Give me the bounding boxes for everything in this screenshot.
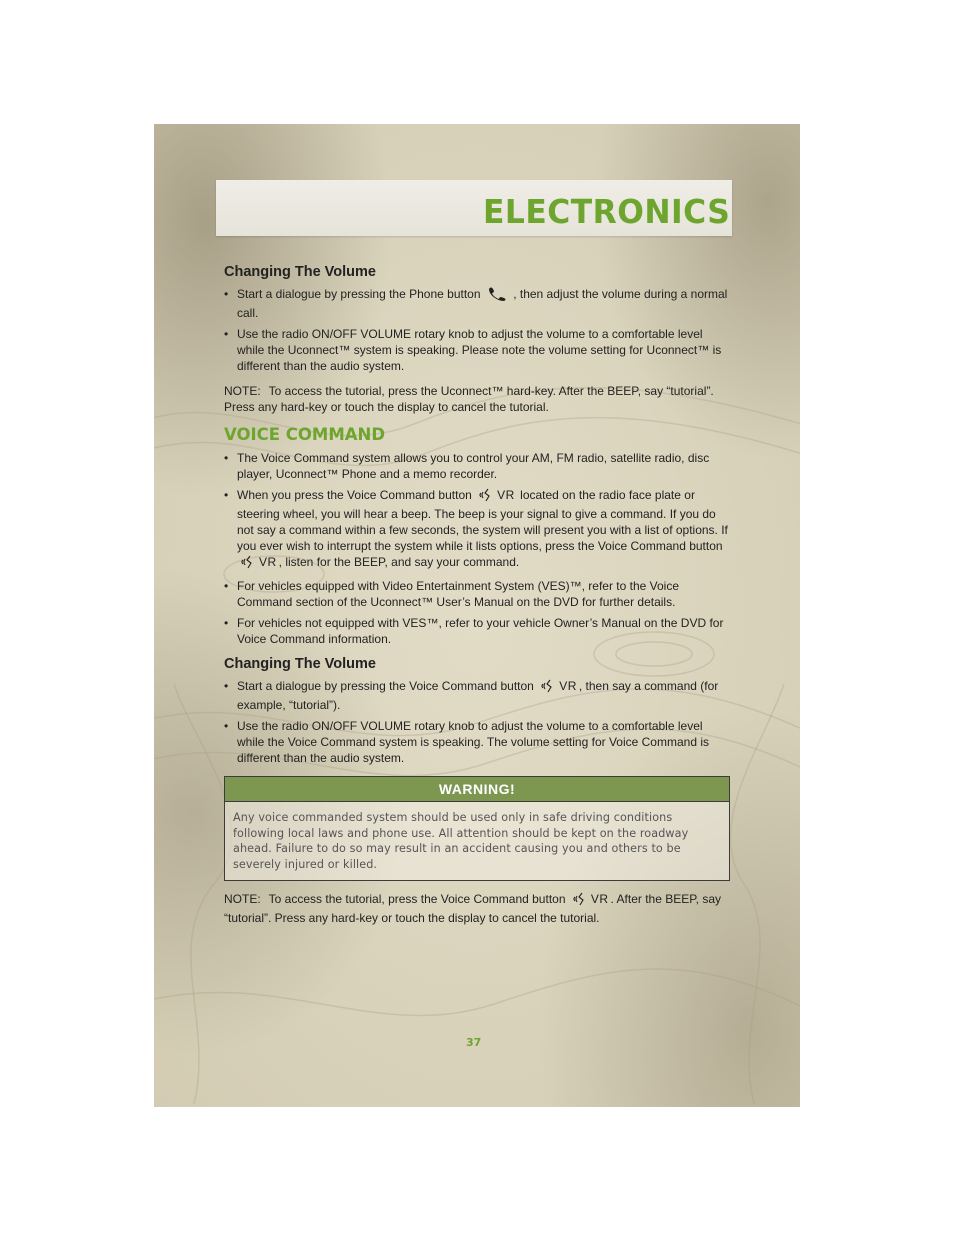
note-label: NOTE: [224,892,261,906]
page-number: 37 [466,1036,482,1049]
voice-command-icon [572,892,588,910]
note [224,891,730,926]
note-text: To access the tutorial, press the Uconnect™ hard-key. After the BEEP, say “tutorial”. Press any hard-key or touch the display to cancel the tutorial. [224,384,714,414]
list-item: • For vehicles equipped with Video Entertainment System (VES)™, refer to the Voice Command section of the Uconnect™ User’s Manual on the DVD for further details. [224,578,730,610]
main-content [224,264,730,938]
note [224,383,730,415]
list-item-text: located on the radio face plate or steering wheel, you will hear a beep. The beep is your signal to give a command. If you do not say a command within a few seconds, the system will present you with a list of options. If you ever wish to interrupt the system while it lists options, press the Voice Command button [237,488,728,553]
list-item: • Use the radio ON/OFF VOLUME rotary knob to adjust the volume to a comfortable level while the Voice Command system is speaking. The volume setting for Voice Command is different than the audio system. [224,718,730,766]
list-item: • The Voice Command system allows you to control your AM, FM radio, satellite radio, disc player, Uconnect™ Phone and a memo recorder. [224,450,730,482]
bullet-list [224,450,730,647]
list-item-text: When you press the Voice Command button [237,488,472,502]
warning-box [224,776,730,881]
vr-label: VR [590,892,609,906]
list-item-text: , then adjust the volume during a normal call. [237,287,728,320]
list-item [224,678,730,713]
note-text: To access the tutorial, press the Voice Command button [268,892,566,906]
voice-command-icon [540,679,556,697]
note-text: . After the BEEP, say “tutorial”. Press any hard-key or touch the display to cancel the tutorial. [224,892,722,925]
warning-text: Any voice commanded system should be used only in safe driving conditions following local laws and phone use. All attention should be kept on the roadway ahead. Failure to do so may result in an accident causing you and others to be severely injured or killed. [233,811,689,871]
voice-command-icon [240,555,256,573]
section-heading-changing-volume: Changing The Volume [224,656,376,672]
section-heading-voice-command: VOICE COMMAND [224,425,386,444]
section-heading-changing-volume: Changing The Volume [224,264,376,280]
bullet-list [224,286,730,374]
list-item [224,286,730,321]
note-label: NOTE: [224,384,261,398]
vr-label: VR [259,555,277,569]
manual-page [154,124,800,1107]
list-item: • For vehicles not equipped with VES™, refer to your vehicle Owner’s Manual on the DVD for Voice Command information. [224,615,730,647]
list-item [224,487,730,573]
list-item: • Use the radio ON/OFF VOLUME rotary knob to adjust the volume to a comfortable level while the Uconnect™ system is speaking. Please note the volume setting for Uconnect™ is different than the audio system. [224,326,730,374]
page-title: ELECTRONICS [482,192,730,231]
vr-label: VR [497,488,515,502]
list-item-text: , then say a command (for example, “tutorial”). [237,679,719,712]
phone-icon [487,287,507,305]
voice-command-icon [478,488,494,506]
warning-title: WARNING! [225,777,729,802]
list-item-text: Start a dialogue by pressing the Voice Command button [237,679,534,693]
list-item-text: Start a dialogue by pressing the Phone button [237,287,481,301]
list-item-text: , listen for the BEEP, and say your command. [278,555,520,569]
bullet-list [224,678,730,766]
vr-label: VR [559,679,577,693]
